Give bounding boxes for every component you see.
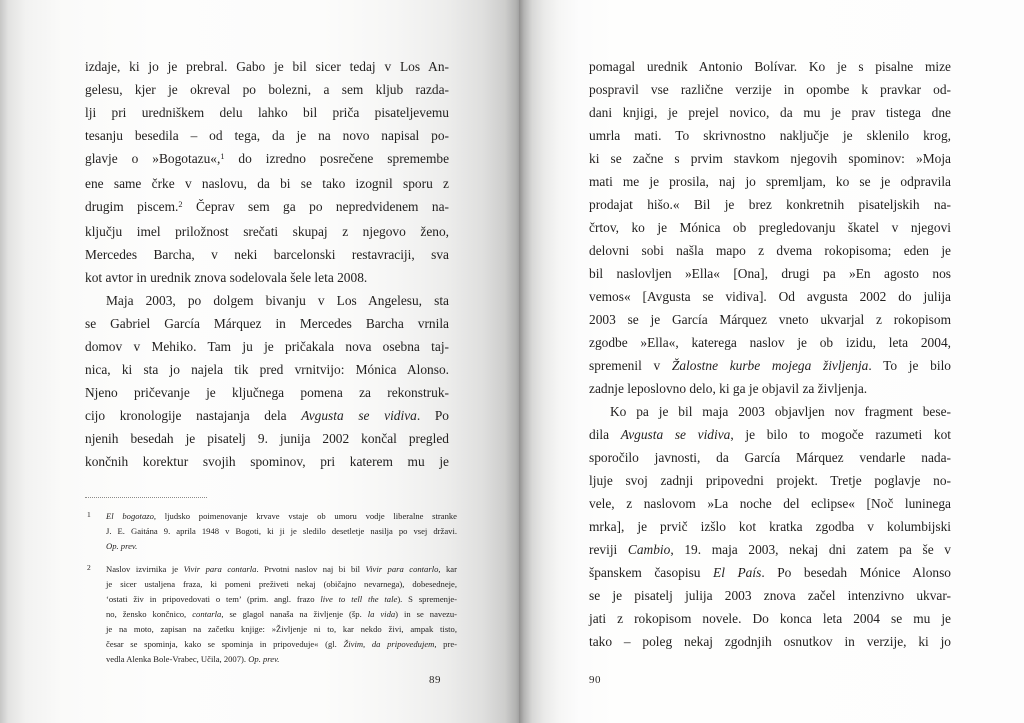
- text-line: El bogotazo, ljudsko poimenovanje krvave vstaje ob umoru vodje liberalne stranke: [106, 511, 457, 521]
- left-page-body: [85, 55, 449, 473]
- text-line: pospravil vse različne verzije in opombe k pravkar od-: [589, 82, 951, 97]
- text-line: ene same črke v naslovu, da bi se tako izognil sporu z: [85, 176, 449, 191]
- text-line: njenih besedah je pisatelj 9. junija 2002 končal pregled: [85, 431, 449, 446]
- text-line: mrka], je prvič izšlo kot kratka zgodba v kolumbijski: [589, 519, 951, 534]
- text-line: Ko pa je bil maja 2003 objavljen nov fragment bese-: [610, 404, 951, 419]
- text-line: gelesu, kjer je okreval po bolezni, a sem kljub razda-: [85, 82, 449, 97]
- footnote-1-text: [106, 509, 457, 554]
- text-line: Njeno pričevanje je ključnega pomena za rekonstruk-: [85, 385, 449, 400]
- text-line: izdaje, ki jo je prebral. Gabo je bil sicer tedaj v Los An-: [85, 59, 449, 74]
- text-line: J. E. Gaitána 9. aprila 1948 v Bogoti, ki ji je sledilo desetletje nasilja po vsej državi.: [106, 526, 457, 536]
- text-line: zgodbe »Ella«, katerega naslov je ob izidu, leta 2004,: [589, 335, 951, 350]
- footnote-2: [85, 562, 457, 667]
- footnote-2-text: [106, 562, 457, 667]
- text-line: dani knjigi, je prejel novico, da mu je prav tistega dne: [589, 105, 951, 120]
- text-line: reviji Cambio, 19. maja 2003, nekaj dni zatem pa še v: [589, 542, 952, 557]
- text-line: cijo kronologije nastajanja dela Avgusta se vidiva. Po: [85, 408, 449, 423]
- text-line: Maja 2003, po dolgem bivanju v Los Angelesu, sta: [106, 293, 449, 308]
- text-line: se Gabriel García Márquez in Mercedes Barcha vrnila: [85, 316, 449, 331]
- text-line: španskem časopisu El País. Po besedah Mónice Alonso: [589, 565, 951, 580]
- right-page: [519, 0, 1024, 723]
- footnote-1-marker: 1: [87, 510, 91, 519]
- text-line: delovni sobi našla mapo z dvema rokopisoma; eden je: [589, 243, 951, 258]
- text-line: tako – poleg nekaj zgodnjih osnutkov in verzije, ki jo: [589, 634, 951, 649]
- text-line: vele, z naslovom »La noche del eclipse« [Noč luninega: [589, 496, 951, 511]
- text-line: drugim piscem.$^2$ Čeprav sem ga po nepredvidenem na-: [85, 199, 449, 214]
- text-line: vemos« [Avgusta se vidiva]. Od avgusta 2002 do julija: [589, 289, 951, 304]
- text-line: Naslov izvirnika je Vivir para contarla. Prvotni naslov naj bi bil Vivir para contarlo, kar: [106, 564, 457, 574]
- text-line: tesanju besedila – od tega, da je na novo napisal po-: [85, 128, 449, 143]
- right-page-body: [589, 55, 951, 653]
- text-line: se je pisatelj julija 2003 znova začel intenzivno ukvar-: [589, 588, 951, 603]
- text-line: umrla mati. To skrivnostno naključje je sklenilo krog,: [589, 128, 951, 143]
- text-line: 2003 se je García Márquez vneto ukvarjal z rokopisom: [589, 312, 951, 327]
- text-line: ljuje svoj zadnji pripovedni projekt. Tretje poglavje no-: [589, 473, 951, 488]
- text-line: ključju imel priložnost srečati skupaj z njegovo ženo,: [85, 224, 449, 239]
- text-line: sporočilo javnosti, da García Márquez vendarle nada-: [589, 450, 951, 465]
- text-line: Op. prev.: [106, 541, 138, 551]
- page-number-left: 89: [429, 674, 441, 686]
- text-line: je na moto, zapisan na začetku knjige: »Življenje ni to, kar nekdo živi, ampak tisto,: [106, 624, 457, 634]
- text-line: dila Avgusta se vidiva, je bilo to mogoče razumeti kot: [589, 427, 951, 442]
- page-number-right: 90: [589, 674, 601, 686]
- footnote-rule: [85, 497, 207, 498]
- text-line: Mercedes Barcha, v neki barcelonski restavraciji, sva: [85, 247, 449, 262]
- footnote-2-marker: 2: [87, 563, 91, 572]
- text-line: no, žensko končnico, contarla, se glagol nanaša na življenje (šp. la vida) in se navezu-: [106, 609, 458, 619]
- text-line: črtov, ko je Mónica ob pregledovanju škatel v njegovi: [589, 220, 951, 235]
- text-line: domov v Mehiko. Tam ju je pričakala nova osebna taj-: [85, 339, 449, 354]
- text-line: ‘ostati živ in pripovedovati o tem’ (prim. angl. frazo live to tell the tale). S spremenje-: [106, 594, 458, 604]
- footnotes: [85, 509, 457, 675]
- text-line: lji pri uredniškem delu lahko bil priča pisateljevemu: [85, 105, 449, 120]
- text-line: mati me je prosila, naj jo spremljam, ko se je odpravila: [589, 174, 951, 189]
- text-line: prodajat hišo.« Bil je brez konkretnih pisateljskih na-: [589, 197, 951, 212]
- text-line: spremenil v Žalostne kurbe mojega življenja. To je bilo: [589, 358, 951, 373]
- text-line: zadnje leposlovno delo, ki ga je objavil za življenja.: [589, 381, 868, 396]
- text-line: kot avtor in urednik znova sodelovala šele leta 2008.: [85, 270, 368, 285]
- text-line: nica, ki sta jo najela tik pred vrnitvijo: Mónica Alonso.: [85, 362, 449, 377]
- text-line: ki se začne s prvim stavkom njegovih spominov: »Moja: [589, 151, 951, 166]
- text-line: končnih korektur svojih spominov, pri katerem mu je: [85, 454, 449, 469]
- text-line: česar se spominja, kako se spominja in pripoveduje« (gl. Živim, da pripovedujem, pre-: [106, 639, 457, 649]
- footnote-1: [85, 509, 457, 554]
- text-line: glavje o »Bogotazu«,$^1$ do izredno posrečene spremembe: [85, 151, 450, 166]
- text-line: vedla Alenka Bole-Vrabec, Učila, 2007). Op. prev.: [106, 654, 280, 664]
- text-line: pomagal urednik Antonio Bolívar. Ko je s pisalne mize: [589, 59, 951, 74]
- text-line: je sicer ustaljena fraza, ki pomeni preživeti nekaj (običajno nevarnega), dobesedneje,: [106, 579, 457, 589]
- text-line: jati z rokopisom novele. Do konca leta 2004 se mu je: [589, 611, 951, 626]
- text-line: bil naslovljen »Ella« [Ona], drugi pa »En agosto nos: [589, 266, 951, 281]
